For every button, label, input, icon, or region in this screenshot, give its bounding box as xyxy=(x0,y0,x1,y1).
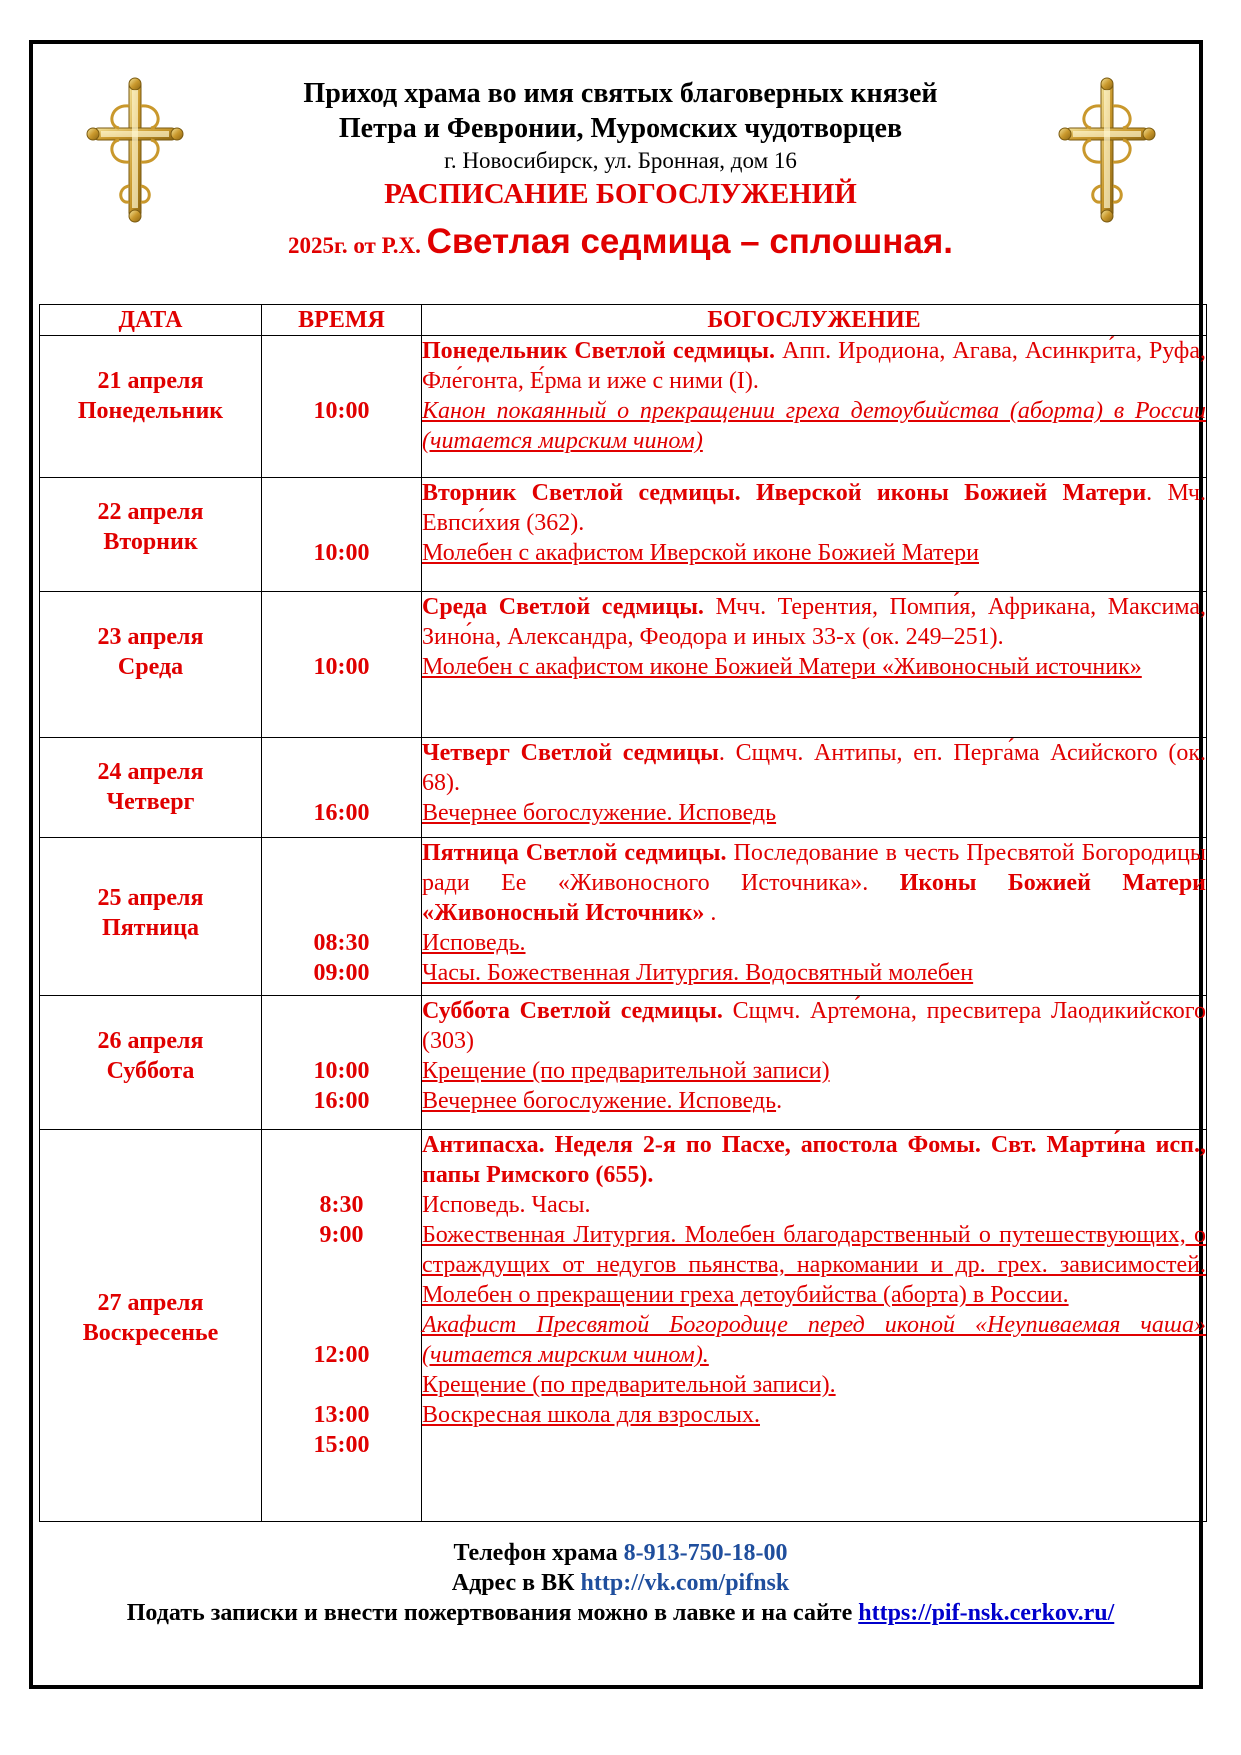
service-item: Молебен с акафистом Иверской иконе Божией Матери xyxy=(422,540,980,566)
schedule-table xyxy=(39,304,1207,1522)
service-item: Часы. Божественная Литургия. Водосвятный молебен xyxy=(422,960,974,986)
year-label: 2025г. от Р.Х. xyxy=(287,233,427,258)
weekday-text: Суббота xyxy=(106,1058,195,1084)
column-header-date: ДАТА xyxy=(40,305,262,336)
week-title: Светлая седмица – сплошная. xyxy=(426,222,954,261)
service-cell xyxy=(422,336,1207,478)
time-text: 10:00 xyxy=(313,540,370,566)
site-link[interactable]: https://pif-nsk.cerkov.ru/ xyxy=(858,1600,1115,1626)
service-cell xyxy=(422,996,1207,1130)
service-plain: Исповедь. Часы. xyxy=(422,1192,591,1218)
service-desc: Мчч. Терентия, Помпи́я, Африкана, Максима, Зино́на, Александра, Феодора и иных 33-х (ок. 249–251). xyxy=(422,594,1207,650)
service-item: Вечернее богослужение. Исповедь xyxy=(422,1088,777,1114)
date-text: 27 апреля xyxy=(97,1290,204,1316)
date-cell xyxy=(40,592,262,738)
weekday-text: Четверг xyxy=(106,789,195,815)
donate-label: Подать записки и внести пожертвования можно в лавке и на сайте xyxy=(126,1600,859,1626)
service-cell xyxy=(422,738,1207,838)
date-cell xyxy=(40,738,262,838)
service-item: Акафист Пресвятой Богородице перед иконой «Неупиваемая чаша» (читается мирским чином). xyxy=(422,1312,1206,1368)
date-cell xyxy=(40,1130,262,1522)
time-text: 10:00 xyxy=(313,654,370,680)
service-desc: Апп. Иродиона, Агава, Асинкри́та, Руфа, Фле́гонта, Е́рма и иже с ними (I). xyxy=(422,338,1207,394)
service-cell xyxy=(422,1130,1207,1522)
service-item: Крещение (по предварительной записи). xyxy=(422,1372,836,1398)
footer-vk xyxy=(60,1570,1181,1597)
date-cell xyxy=(40,478,262,592)
time-text: 13:00 xyxy=(313,1402,370,1428)
column-header-service: БОГОСЛУЖЕНИЕ xyxy=(422,305,1207,336)
service-title: Антипасха. Неделя 2-я по Пасхе, апостола Фомы. Свт. Марти́на исп., папы Римского (655). xyxy=(422,1132,1206,1188)
service-cell xyxy=(422,838,1207,996)
parish-name-line1: Приход храма во имя святых благоверных князей xyxy=(303,78,938,109)
schedule-subtitle xyxy=(150,222,1091,262)
service-item: Вечернее богослужение. Исповедь xyxy=(422,800,777,826)
time-text: 16:00 xyxy=(313,1088,370,1114)
service-item: Крещение (по предварительной записи) xyxy=(422,1058,830,1084)
table-row xyxy=(40,592,1207,738)
date-text: 26 апреля xyxy=(97,1028,204,1054)
weekday-text: Пятница xyxy=(102,915,199,941)
time-text: 15:00 xyxy=(313,1432,370,1458)
table-row xyxy=(40,336,1207,478)
time-text: 09:00 xyxy=(313,960,370,986)
service-trail: . xyxy=(776,1088,783,1114)
date-text: 24 апреля xyxy=(97,759,204,785)
time-cell xyxy=(262,838,422,996)
table-row xyxy=(40,838,1207,996)
service-title: Среда Светлой седмицы. xyxy=(422,594,704,620)
table-row xyxy=(40,1130,1207,1522)
time-cell xyxy=(262,1130,422,1522)
weekday-text: Среда xyxy=(117,654,184,680)
date-text: 23 апреля xyxy=(97,624,204,650)
service-title: Пятница Светлой седмицы. xyxy=(422,840,727,866)
vk-label: Адрес в ВК xyxy=(451,1570,581,1596)
vk-link[interactable]: http://vk.com/pifnsk xyxy=(580,1570,790,1596)
weekday-text: Вторник xyxy=(103,529,198,555)
service-title: Суббота Светлой седмицы. xyxy=(422,998,723,1024)
date-cell xyxy=(40,996,262,1130)
time-text: 10:00 xyxy=(313,1058,370,1084)
time-text: 12:00 xyxy=(313,1342,370,1368)
service-desc: Последование в честь Пресвятой Богородицы ради Ее «Живоносного Источника». xyxy=(422,840,1206,896)
table-row xyxy=(40,996,1207,1130)
service-desc: . Мч. Евпси́хия (362). xyxy=(422,480,1207,536)
time-cell xyxy=(262,738,422,838)
time-text: 16:00 xyxy=(313,800,370,826)
weekday-text: Понедельник xyxy=(77,398,224,424)
date-cell xyxy=(40,336,262,478)
table-row xyxy=(40,738,1207,838)
time-text: 9:00 xyxy=(319,1222,364,1248)
date-text: 25 апреля xyxy=(97,885,204,911)
service-item: Канон покаянный о прекращении греха детоубийства (аборта) в России (читается мирским чином) xyxy=(422,398,1206,454)
service-desc: Сщмч. Арте́мона, пресвитера Лаодикийского (303) xyxy=(422,998,1207,1054)
time-text: 8:30 xyxy=(319,1192,364,1218)
service-desc-2: . xyxy=(704,900,717,926)
service-title-2: Иконы Божией Матери «Живоносный Источник» xyxy=(422,870,1206,926)
schedule-title: РАСПИСАНИЕ БОГОСЛУЖЕНИЙ xyxy=(384,178,857,210)
service-title: Четверг Светлой седмицы xyxy=(422,740,719,766)
service-cell xyxy=(422,592,1207,738)
footer-phone xyxy=(60,1540,1181,1567)
phone-number[interactable]: 8-913-750-18-00 xyxy=(623,1540,788,1566)
parish-name-line2: Петра и Февронии, Муромских чудотворцев xyxy=(338,113,903,144)
table-row xyxy=(40,478,1207,592)
date-cell xyxy=(40,838,262,996)
weekday-text: Воскресенье xyxy=(82,1320,219,1346)
parish-address: г. Новосибирск, ул. Бронная, дом 16 xyxy=(444,148,797,173)
service-item: Исповедь. xyxy=(422,930,526,956)
time-cell xyxy=(262,478,422,592)
service-title: Понедельник Светлой седмицы. xyxy=(422,338,775,364)
service-item: Божественная Литургия. Молебен благодарственный о путешествующих, о страждущих от недугов пьянства, наркомании и др. грех. зависимостей. Молебен о прекращении греха детоубийства (аборта) в России. xyxy=(422,1222,1206,1308)
service-cell xyxy=(422,478,1207,592)
service-title: Вторник Светлой седмицы. Иверской иконы Божией Матери xyxy=(422,480,1147,506)
time-cell xyxy=(262,592,422,738)
date-text: 21 апреля xyxy=(97,368,204,394)
service-item: Молебен с акафистом иконе Божией Матери «Живоносный источник» xyxy=(422,654,1142,680)
time-cell xyxy=(262,996,422,1130)
time-text: 08:30 xyxy=(313,930,370,956)
footer-donate xyxy=(60,1600,1181,1627)
time-text: 10:00 xyxy=(313,398,370,424)
service-desc: . Сщмч. Антипы, еп. Перга́ма Асийского (ок. 68). xyxy=(422,740,1206,796)
phone-label: Телефон храма xyxy=(453,1540,624,1566)
table-header-row xyxy=(40,305,1207,336)
service-item: Воскресная школа для взрослых. xyxy=(422,1402,760,1428)
column-header-time: ВРЕМЯ xyxy=(262,305,422,336)
time-cell xyxy=(262,336,422,478)
date-text: 22 апреля xyxy=(97,499,204,525)
